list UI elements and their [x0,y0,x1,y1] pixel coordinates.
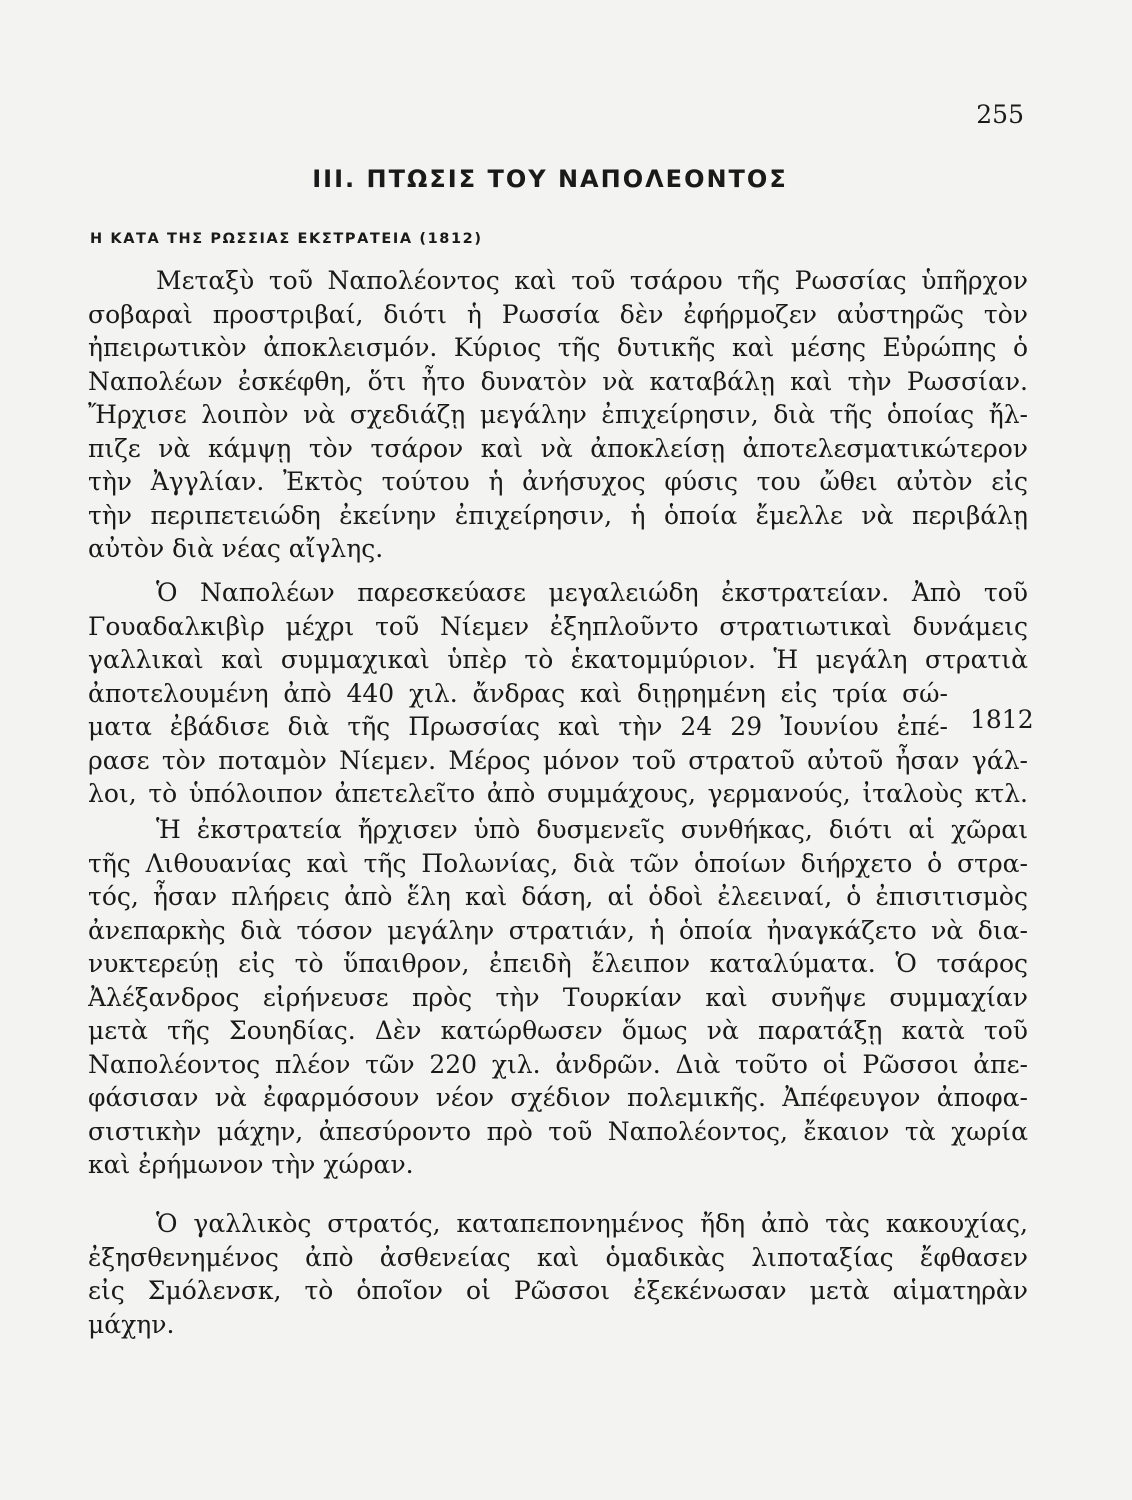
text-line: πιζε νὰ κάμψῃ τὸν τσάρον καὶ νὰ ἀποκλείσῃ ἀποτελεσματικώτερον [88,433,1028,463]
text-line: Ἤρχισε λοιπὸν νὰ σχεδιάζῃ μεγάλην ἐπιχείρησιν, διὰ τῆς ὁποίας ἤλ- [88,400,1028,429]
text-line: καὶ ἐρήμωνον τὴν χώραν. [88,1150,414,1179]
text-line: γαλλικαὶ καὶ συμμαχικαὶ ὑπὲρ τὸ ἑκατομμύριον. Ἡ μεγάλη στρατιὰ [88,645,1028,674]
text-line: σοβαραὶ προστριβαί, διότι ἡ Ρωσσία δὲν ἐφήρμοζεν αὐστηρῶς τὸν [88,299,1028,329]
text-line: λοι, τὸ ὑπόλοιπον ἀπετελεῖτο ἀπὸ συμμάχους, γερμανούς, ἰταλοὺς κτλ. [88,779,1028,808]
text-line: ἠπειρωτικὸν ἀποκλεισμόν. Κύριος τῆς δυτικῆς καὶ μέσης Εὐρώπης ὁ [88,333,1028,362]
text-line: μάχην. [88,1309,175,1339]
margin-year-note: 1812 [970,705,1034,734]
text-line: φάσισαν νὰ ἐφαρμόσουν νέον σχέδιον πολεμικῆς. Ἀπέφευγον ἀποφα- [88,1083,1028,1112]
text-line: Ἀλέξανδρος εἰρήνευσε πρὸς τὴν Τουρκίαν καὶ συνῆψε συμμαχίαν [88,982,1028,1012]
paragraph-4 [88,1207,1028,1341]
text-line: Ὁ γαλλικὸς στρατός, καταπεπονημένος ἤδη ἀπὸ τὰς κακουχίας, [156,1209,1028,1238]
text-line: ἐξησθενημένος ἀπὸ ἀσθενείας καὶ ὁμαδικὰς λιποταξίας ἔφθασεν [88,1242,1028,1272]
text-line: Μεταξὺ τοῦ Ναπολέοντος καὶ τοῦ τσάρου τῆς Ρωσσίας ὑπῆρχον [156,266,1028,295]
page-number: 255 [976,100,1024,129]
text-line: τὴν περιπετειώδη ἐκείνην ἐπιχείρησιν, ἡ ὁποία ἔμελλε νὰ περιβάλῃ [88,500,1028,530]
text-line: τὴν Ἀγγλίαν. Ἐκτὸς τούτου ἡ ἀνήσυχος φύσις του ὤθει αὐτὸν εἰς [88,467,1028,496]
text-line: σιστικὴν μάχην, ἀπεσύροντο πρὸ τοῦ Ναπολέοντος, ἔκαιον τὰ χωρία [88,1116,1028,1146]
text-line: Ἡ ἐκστρατεία ἤρχισεν ὑπὸ δυσμενεῖς συνθήκας, διότι αἱ χῶραι [156,815,1028,844]
text-line: τῆς Λιθουανίας καὶ τῆς Πολωνίας, διὰ τῶν ὁποίων διήρχετο ὁ στρα- [88,848,1028,878]
text-line: ἀνεπαρκὴς διὰ τόσον μεγάλην στρατιάν, ἡ ὁποία ἠναγκάζετο νὰ δια- [88,915,1028,945]
text-line: αὐτὸν διὰ νέας αἴγλης. [88,534,384,563]
text-line: Ναπολέων ἐσκέφθη, ὅτι ἦτο δυνατὸν νὰ καταβάλῃ καὶ τὴν Ρωσσίαν. [88,366,1028,396]
section-title: Η ΚΑΤΑ ΤΗΣ ΡΩΣΣΙΑΣ ΕΚΣΤΡΑΤΕΙΑ (1812) [90,231,483,247]
text-line: ματα ἐβάδισε διὰ τῆς Πρωσσίας καὶ τὴν 24 29 Ἰουνίου ἐπέ- [88,712,948,741]
text-line: Γουαδαλκιβὶρ μέχρι τοῦ Νίεμεν ἐξηπλοῦντο στρατιωτικαὶ δυνάμεις [88,611,1028,641]
chapter-title: III. ΠΤΩΣΙΣ ΤΟΥ ΝΑΠΟΛΕΟΝΤΟΣ [312,165,788,193]
paragraph-3 [88,813,1028,1182]
text-line: μετὰ τῆς Σουηδίας. Δὲν κατώρθωσεν ὅμως νὰ παρατάξῃ κατὰ τοῦ [88,1016,1028,1045]
paragraph-1 [88,264,1028,566]
text-line: τός, ἦσαν πλήρεις ἀπὸ ἕλη καὶ δάση, αἱ ὁδοὶ ἐλεειναί, ὁ ἐπισιτισμὸς [88,882,1028,911]
text-line: ἀποτελουμένη ἀπὸ 440 χιλ. ἄνδρας καὶ διῃρημένη εἰς τρία σώ- [88,678,948,708]
text-line: Ὁ Ναπολέων παρεσκεύασε μεγαλειώδη ἐκστρατείαν. Ἀπὸ τοῦ [156,578,1028,607]
text-line: ρασε τὸν ποταμὸν Νίεμεν. Μέρος μόνον τοῦ στρατοῦ αὐτοῦ ἦσαν γάλ- [88,745,1028,775]
paragraph-2 [88,576,1034,811]
text-line: νυκτερεύῃ εἰς τὸ ὕπαιθρον, ἐπειδὴ ἔλειπον καταλύματα. Ὁ τσάρος [88,949,1028,978]
text-line: Ναπολέοντος πλέον τῶν 220 χιλ. ἀνδρῶν. Διὰ τοῦτο οἱ Ρῶσσοι ἀπε- [88,1049,1028,1079]
text-line: εἰς Σμόλενσκ, τὸ ὁποῖον οἱ Ρῶσσοι ἐξεκένωσαν μετὰ αἱματηρὰν [88,1276,1028,1305]
